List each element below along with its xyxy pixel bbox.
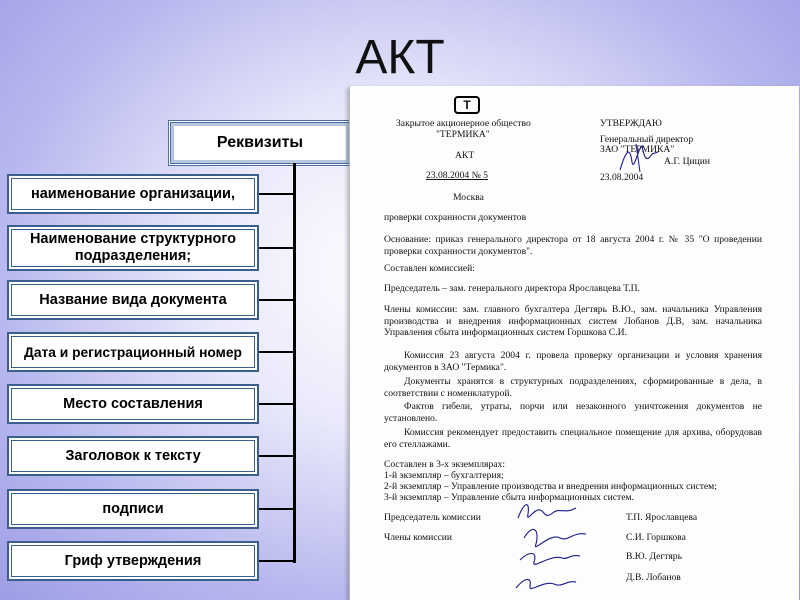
requisites-header: Реквизиты: [168, 120, 352, 166]
doc-paragraph-1: Комиссия 23 августа 2004 г. провела проверку организации и условия хранения документов в ЗАО "Термика".: [384, 350, 762, 373]
connector-line: [259, 455, 295, 457]
act-document: [349, 86, 799, 600]
sign-member-3: Д.В. Лобанов: [626, 572, 681, 583]
doc-type: АКТ: [455, 150, 475, 161]
connector-line: [259, 193, 295, 195]
requisite-document-type: Название вида документа: [7, 280, 259, 320]
approve-company: ЗАО "ТЕРМИКА": [600, 144, 675, 155]
sign-chair-name: Т.П. Ярославцева: [626, 512, 698, 523]
requisite-department-name: Наименование структурного подразделения;: [7, 225, 259, 271]
org-name-line2: "ТЕРМИКА": [436, 129, 490, 140]
commission-chairman: Председатель – зам. генерального директора Ярославцева Т.П.: [384, 283, 640, 294]
approve-name: А.Г. Цицин: [664, 156, 711, 167]
connector-line: [259, 508, 295, 510]
director-signature: [616, 142, 662, 176]
requisite-text-heading: Заголовок к тексту: [7, 436, 259, 476]
requisite-organization-name: наименование организации,: [7, 174, 259, 214]
slide-title: АКТ: [355, 31, 445, 84]
requisite-date-number: Дата и регистрационный номер: [7, 332, 259, 372]
sign-member-2: В.Ю. Дегтярь: [626, 551, 682, 562]
connector-line: [259, 351, 295, 353]
copy-1: 1-й экземпляр – бухгалтерия;: [384, 470, 504, 481]
approve-title: УТВЕРЖДАЮ: [600, 118, 662, 129]
doc-date-number: 23.08.2004 № 5: [426, 170, 488, 181]
commission-signatures: [510, 498, 600, 600]
doc-heading: проверки сохранности документов: [384, 212, 527, 223]
sign-members-label: Члены комиссии: [384, 532, 453, 543]
requisite-place: Место составления: [7, 384, 259, 424]
commission-members: Члены комиссии: зам. главного бухгалтера Дегтярь В.Ю., зам. начальника Управления производства и внедрения информационных систем Лобанов Д.В, зам. начальника Управления сбыта информационных систем Горшкова С.И.: [384, 304, 762, 338]
connector-line: [259, 403, 295, 405]
copies-title: Составлен в 3-х экземплярах:: [384, 459, 505, 470]
copy-2: 2-й экземпляр – Управление производства и внедрения информационных систем;: [384, 481, 717, 492]
company-logo: Т: [454, 96, 480, 114]
connector-line: [259, 299, 295, 301]
sign-member-1: С.И. Горшкова: [626, 532, 686, 543]
doc-paragraph-4: Комиссия рекомендует предоставить специальное помещение для архива, оборудовав его стеллажами.: [384, 427, 762, 450]
doc-place: Москва: [453, 192, 484, 203]
doc-paragraph-3: Фактов гибели, утраты, порчи или незаконного уничтожения документов не установлено.: [384, 401, 762, 424]
commission-label: Составлен комиссией:: [384, 263, 475, 274]
approve-position: Генеральный директор: [600, 134, 694, 145]
sign-chair-label: Председатель комиссии: [384, 512, 481, 523]
doc-basis: Основание: приказ генерального директора от 18 августа 2004 г. № 35 "О проведении проверки сохранности документов".: [384, 234, 762, 257]
requisite-approval-stamp: Гриф утверждения: [7, 541, 259, 581]
org-name-line1: Закрытое акционерное общество: [396, 118, 531, 129]
connector-line: [259, 247, 295, 249]
copy-3: 3-й экземпляр – Управление сбыта информационных систем.: [384, 492, 634, 503]
doc-paragraph-2: Документы хранятся в структурных подразделениях, сформированные в дела, в соответствии с номенклатурой.: [384, 376, 762, 399]
requisite-signatures: подписи: [7, 489, 259, 529]
approve-date: 23.08.2004: [600, 172, 644, 183]
connector-line: [259, 560, 295, 562]
connector-vertical: [293, 163, 296, 563]
